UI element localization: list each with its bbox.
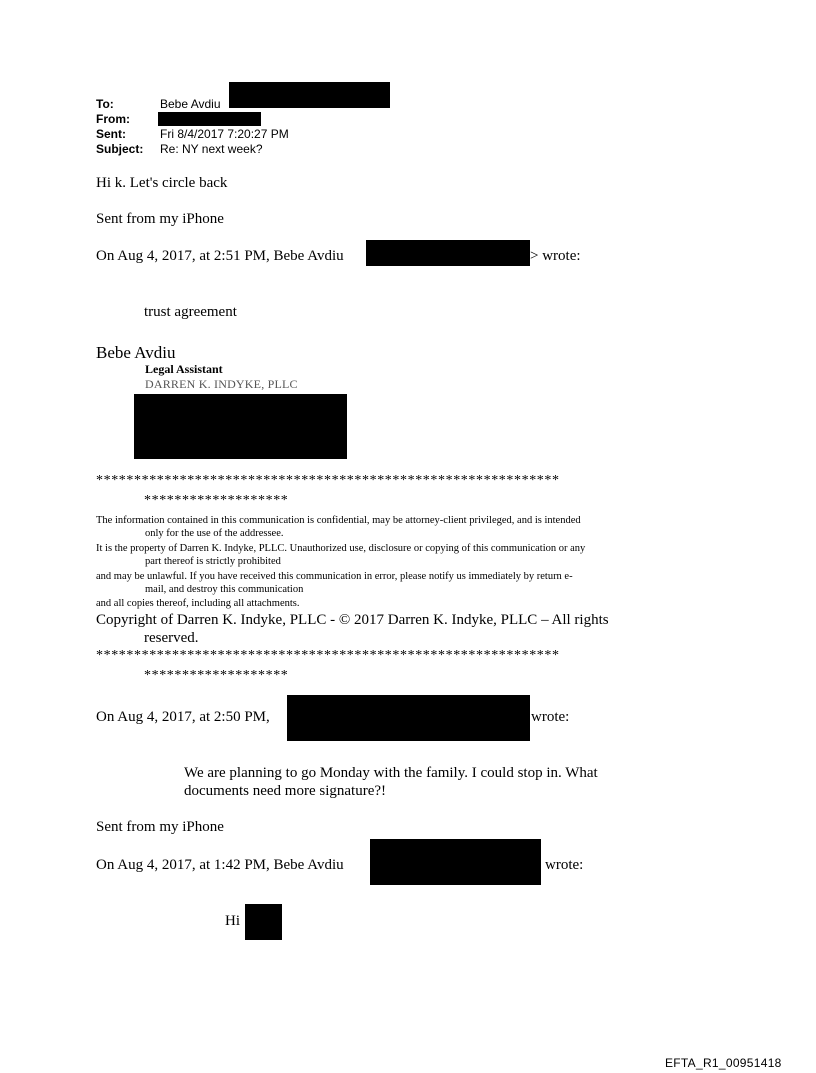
signature-name: Bebe Avdiu [96, 343, 176, 362]
sent-label: Sent: [96, 127, 126, 141]
redaction-box [287, 695, 530, 741]
subject-value: Re: NY next week? [160, 142, 263, 156]
disclaimer-line: part thereof is strictly prohibited [145, 556, 281, 567]
disclaimer-line: The information contained in this communication is confidential, may be attorney-client privileged, and is intended [96, 515, 581, 526]
signature-title: Legal Assistant [145, 362, 223, 376]
redaction-box [229, 82, 390, 108]
divider-stars-short: ******************* [144, 668, 289, 683]
redaction-box [134, 394, 347, 459]
quote-body: trust agreement [144, 304, 237, 320]
quote-header-prefix: On Aug 4, 2017, at 1:42 PM, Bebe Avdiu [96, 857, 344, 873]
quote-header-suffix: > wrote: [530, 248, 581, 264]
message-signature: Sent from my iPhone [96, 211, 224, 227]
disclaimer-line: It is the property of Darren K. Indyke, PLLC. Unauthorized use, disclosure or copying of this communication or any [96, 543, 586, 554]
subject-label: Subject: [96, 142, 144, 156]
document-id: EFTA_R1_00951418 [665, 1056, 782, 1070]
quote-header-prefix: On Aug 4, 2017, at 2:50 PM, [96, 709, 270, 725]
quote-body-line: documents need more signature?! [184, 783, 387, 799]
signature-firm: DARREN K. INDYKE, PLLC [145, 377, 298, 391]
quote-header-suffix: wrote: [531, 709, 570, 725]
disclaimer-line: and all copies thereof, including all attachments. [96, 598, 300, 609]
divider-stars-short: ******************* [144, 493, 289, 508]
disclaimer-line: and may be unlawful. If you have received this communication in error, please notify us immediately by return e- [96, 571, 573, 582]
from-label: From: [96, 112, 130, 126]
redaction-box [370, 839, 541, 885]
redaction-box [366, 240, 530, 266]
divider-stars: ************************************************************* [96, 648, 560, 663]
divider-stars: ************************************************************* [96, 473, 560, 488]
disclaimer-line: mail, and destroy this communication [145, 584, 304, 595]
quote-body: Hi [225, 913, 240, 929]
copyright-line-cont: reserved. [144, 630, 199, 646]
message-greeting: Hi k. Let's circle back [96, 175, 228, 191]
redaction-box [245, 904, 282, 940]
quote-header-suffix: wrote: [545, 857, 584, 873]
to-label: To: [96, 97, 114, 111]
copyright-line: Copyright of Darren K. Indyke, PLLC - © 2017 Darren K. Indyke, PLLC – All rights [96, 612, 609, 628]
sent-value: Fri 8/4/2017 7:20:27 PM [160, 127, 289, 141]
to-value: Bebe Avdiu [160, 97, 221, 111]
quote-signature: Sent from my iPhone [96, 819, 224, 835]
quote-body-line: We are planning to go Monday with the family. I could stop in. What [184, 765, 598, 781]
disclaimer-line: only for the use of the addressee. [145, 528, 284, 539]
redaction-box [158, 112, 261, 126]
quote-header-prefix: On Aug 4, 2017, at 2:51 PM, Bebe Avdiu [96, 248, 344, 264]
